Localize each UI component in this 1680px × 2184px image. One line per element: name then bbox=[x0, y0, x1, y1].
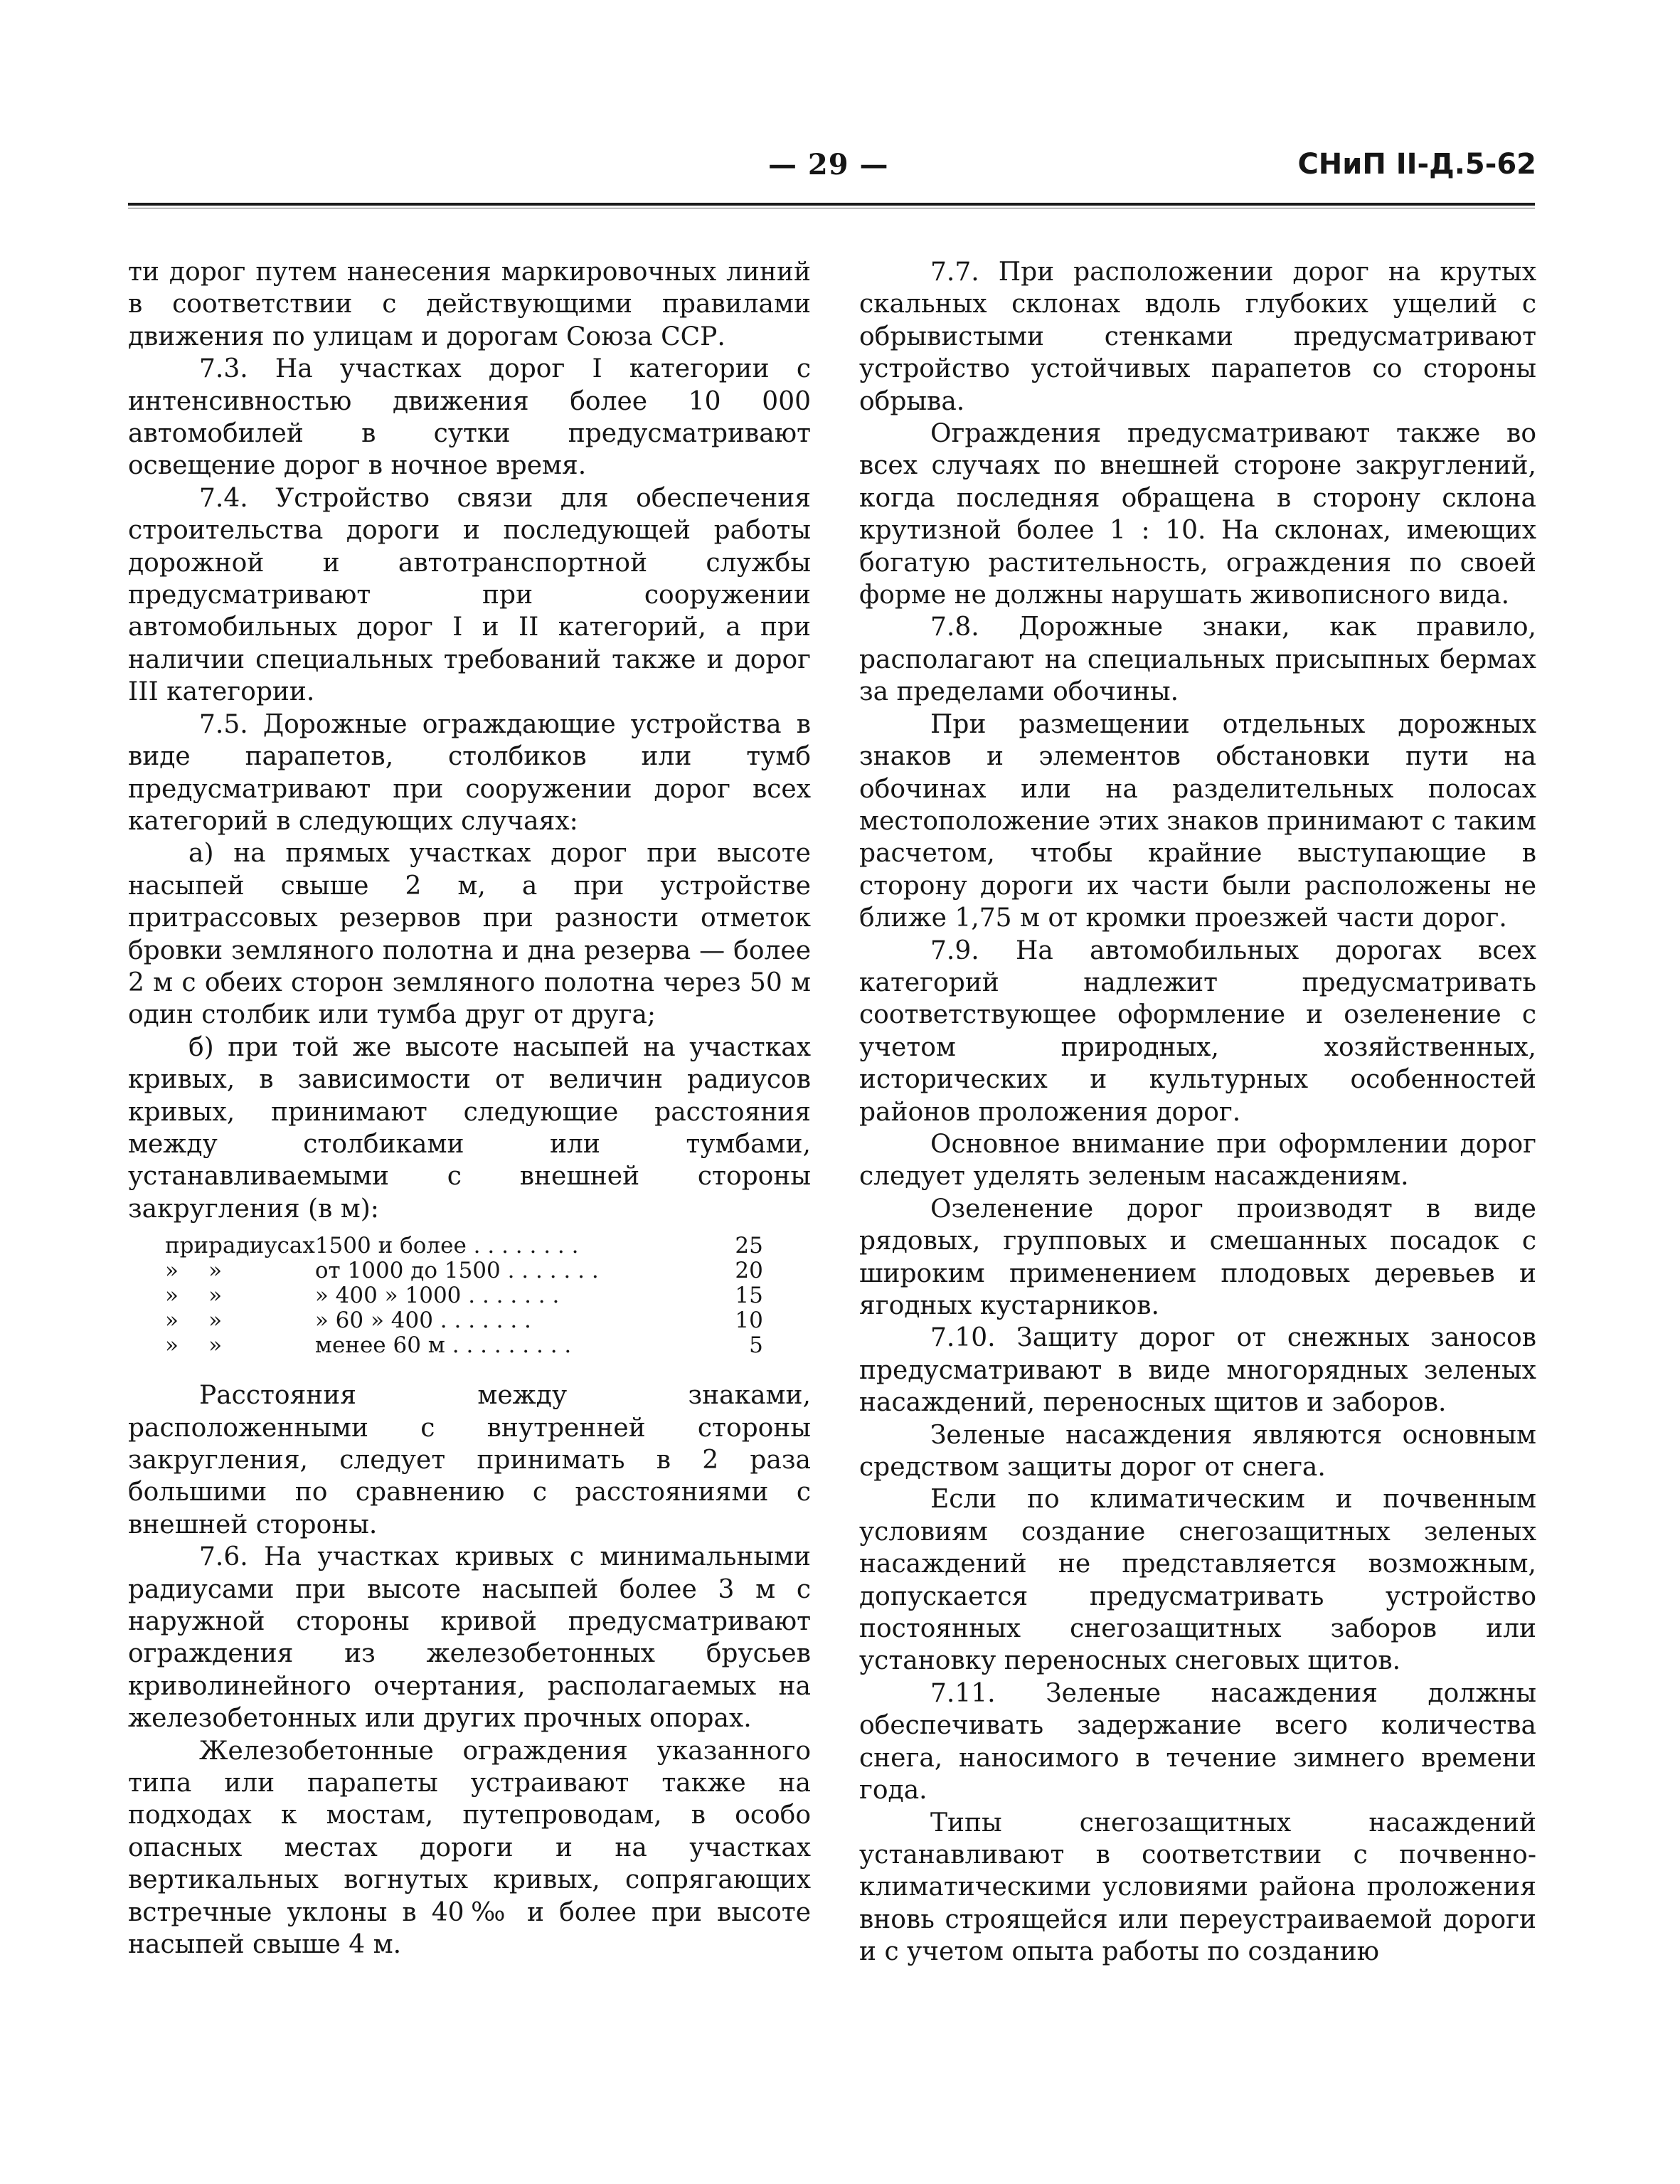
table-cell: » 400 » 1000 . . . . . . . bbox=[314, 1283, 560, 1309]
table-cell: 5 bbox=[749, 1332, 763, 1359]
table-cell: от 1000 до 1500 . . . . . . . bbox=[314, 1258, 599, 1284]
page-header bbox=[128, 148, 1536, 191]
paragraph-continuation: ти дорог путем нанесения маркировочных линий в соответствии с действующими правилами движения по улицам и дорогам Союза ССР. bbox=[128, 258, 811, 351]
paragraph-planting-types: Типы снегозащитных насаждений устанавливают в соответствии с почвенно-климатическими условиями района проложения вновь строящейся или переустраиваемой дороги и с учетом опыта работы по созданию bbox=[859, 1808, 1536, 1967]
table-row bbox=[165, 1283, 763, 1308]
table-row bbox=[165, 1333, 763, 1358]
paragraph-main-attention: Основное внимание при оформлении дорог следует уделять зеленым насаждениям. bbox=[859, 1129, 1536, 1192]
table-row bbox=[165, 1308, 763, 1333]
table-cell: » bbox=[165, 1332, 179, 1359]
paragraph-7-10: 7.10. Защиту дорог от снежных заносов предусматривают в виде многорядных зеленых насаждений, переносных щитов и заборов. bbox=[859, 1323, 1536, 1418]
table-cell: 15 bbox=[735, 1283, 763, 1309]
radius-distance-table bbox=[165, 1234, 763, 1358]
table-row bbox=[165, 1234, 763, 1258]
paragraph-7-5-b: б) при той же высоте насыпей на участках кривых, в зависимости от величин радиусов кривых, принимают следующие расстояния между столбиками или тумбами, устанавливаемыми с внешней стороны закругления (в м): bbox=[128, 1032, 811, 1224]
table-cell: » bbox=[208, 1308, 223, 1334]
paragraph-concrete-barriers: Железобетонные ограждения указанного типа или парапеты устраивают также на подходах к мостам, путепроводам, в особо опасных местах дороги и на участках вертикальных вогнутых кривых, сопрягающих встречные уклоны в 40‰ и более при высоте насыпей свыше 4 м. bbox=[128, 1736, 811, 1960]
paragraph-7-4: 7.4. Устройство связи для обеспечения строительства дороги и последующей работы дорожной и автотранспортной службы предусматривают при сооружении автомобильных дорог I и II категорий, а при наличии специальных требований также и дорог III категории. bbox=[128, 483, 811, 707]
table-cell: радиусах bbox=[208, 1233, 315, 1259]
paragraph-inner-curve: Расстояния между знаками, расположенными с внутренней стороны закругления, следует принимать в 2 раза большими по сравнению с расстояниями с внешней стороны. bbox=[128, 1381, 811, 1539]
table-cell: » bbox=[208, 1332, 223, 1359]
table-cell: » bbox=[165, 1308, 179, 1334]
paragraph-7-5-a: а) на прямых участках дорог при высоте насыпей свыше 2 м, а при устройстве притрассовых резервов при разности отметок бровки земляного полотна и дна резерва — более 2 м с обеих сторон земляного полотна через 50 м один столбик или тумба друг от друга; bbox=[128, 839, 811, 1030]
paragraph-7-11: 7.11. Зеленые насаждения должны обеспечивать задержание всего количества снега, наносимого в течение зимнего времени года. bbox=[859, 1678, 1536, 1806]
table-row bbox=[165, 1258, 763, 1283]
table-cell: » 60 » 400 . . . . . . . bbox=[314, 1308, 531, 1334]
paragraph-7-3: 7.3. На участках дорог I категории с интенсивностью движения более 10 000 автомобилей в сутки предусматривают освещение дорог в ночное время. bbox=[128, 354, 811, 481]
table-cell: 25 bbox=[735, 1233, 763, 1259]
table-cell: » bbox=[208, 1258, 223, 1284]
table-cell: » bbox=[165, 1258, 179, 1284]
paragraph-landscaping: Озеленение дорог производят в виде рядовых, групповых и смешанных посадок с широким применением плодовых деревьев и ягодных кустарников. bbox=[859, 1194, 1536, 1320]
table-cell: менее 60 м . . . . . . . . . bbox=[314, 1332, 572, 1359]
paragraph-7-7: 7.7. При расположении дорог на крутых скальных склонах вдоль глубоких ущелий с обрывистыми стенками предусматривают устройство устойчивых парапетов со стороны обрыва. bbox=[859, 258, 1536, 416]
paragraph-snow-fences: Если по климатическим и почвенным условиям создание снегозащитных зеленых насаждений не представляется возможным, допускается предусматривать устройство постоянных снегозащитных заборов или установку переносных снеговых щитов. bbox=[859, 1485, 1536, 1676]
left-column bbox=[128, 256, 811, 1961]
table-cell: 20 bbox=[735, 1258, 763, 1284]
header-rule bbox=[128, 203, 1535, 206]
document-code: СНиП II-Д.5-62 bbox=[1297, 148, 1536, 181]
paragraph-7-6: 7.6. На участках кривых с минимальными радиусами при высоте насыпей более 3 м с наружной стороны кривой предусматривают ограждения из железобетонных брусьев криволинейного очертания, располагаемых на железобетонных или других прочных опорах. bbox=[128, 1542, 811, 1734]
table-cell: » bbox=[165, 1283, 179, 1309]
table-cell: 10 bbox=[735, 1308, 763, 1334]
table-cell: 1500 и более . . . . . . . . bbox=[314, 1233, 579, 1259]
page-number: — 29 — bbox=[768, 148, 889, 181]
paragraph-7-5: 7.5. Дорожные ограждающие устройства в виде парапетов, столбиков или тумб предусматривают при сооружении дорог всех категорий в следующих случаях: bbox=[128, 709, 811, 836]
table-cell: при bbox=[165, 1233, 209, 1259]
right-column bbox=[859, 256, 1536, 1968]
paragraph-green-plantings: Зеленые насаждения являются основным средством защиты дорог от снега. bbox=[859, 1420, 1536, 1483]
paragraph-7-8: 7.8. Дорожные знаки, как правило, располагают на специальных присыпных бермах за пределами обочины. bbox=[859, 613, 1536, 707]
paragraph-sign-placement: При размещении отдельных дорожных знаков и элементов обстановки пути на обочинах или на разделительных полосах местоположение этих знаков принимают с таким расчетом, чтобы крайние выступающие в сторону дороги их части были расположены не ближе 1,75 м от кромки проезжей части дорог. bbox=[859, 709, 1536, 933]
paragraph-7-9: 7.9. На автомобильных дорогах всех категорий надлежит предусматривать соответствующее оформление и озеленение с учетом природных, хозяйственных, исторических и культурных особенностей районов проложения дорог. bbox=[859, 935, 1536, 1127]
table-cell: » bbox=[208, 1283, 223, 1309]
paragraph-barriers-curves: Ограждения предусматривают также во всех случаях по внешней стороне закруглений, когда последняя обращена в сторону склона крутизной более 1 : 10. На склонах, имеющих богатую растительность, ограждения по своей форме не должны нарушать живописного вида. bbox=[859, 419, 1536, 610]
